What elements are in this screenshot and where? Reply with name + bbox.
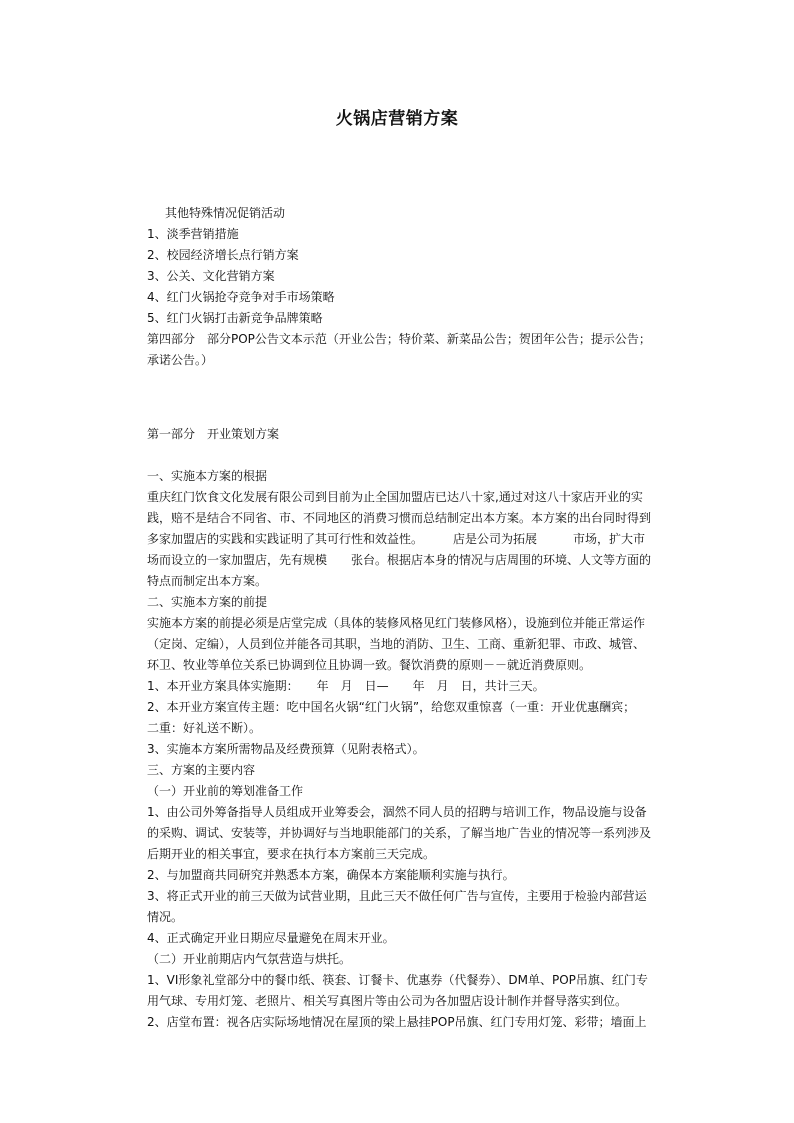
paragraph-line: 用气球、专用灯笼、老照片、相关写真图片等由公司为各加盟店设计制作并督导落实到位。 — [147, 994, 628, 1008]
toc-heading: 其他特殊情况促销活动 — [165, 206, 286, 220]
subsection-heading: （一）开业前的筹划准备工作 — [147, 784, 304, 798]
paragraph-line: 1、本开业方案具体实施期： 年 月 日— 年 月 日，共计三天。 — [147, 679, 545, 693]
paragraph-line: 2、本开业方案宣传主题：吃中国名火锅“红门火锅”，给您双重惊喜（一重：开业优惠酬宾； — [147, 700, 636, 714]
toc-item: 3、公关、文化营销方案 — [147, 269, 275, 283]
document-body — [147, 203, 652, 1033]
part4-line: 第四部分 部分POP公告文本示范（开业公告；特价菜、新菜品公告；贺团年公告；提示公告； — [147, 332, 651, 346]
paragraph-line: 3、实施本方案所需物品及经费预算（见附表格式）。 — [147, 742, 425, 756]
paragraph-line: 1、由公司外筹备指导人员组成开业筹委会，涸然不同人员的招聘与培训工作，物品设施与设备 — [147, 805, 647, 819]
toc-item: 1、淡季营销措施 — [147, 227, 239, 241]
document-title: 火锅店营销方案 — [335, 109, 459, 129]
section-heading: 一、实施本方案的根据 — [147, 469, 268, 483]
paragraph-line: 2、与加盟商共同研究并熟悉本方案，确保本方案能顺利实施与执行。 — [147, 868, 515, 882]
section-heading: 二、实施本方案的前提 — [147, 595, 268, 609]
paragraph-line: 二重：好礼送不断）。 — [147, 721, 262, 735]
toc-item: 2、校园经济增长点行销方案 — [147, 248, 299, 262]
toc-item: 5、红门火锅打击新竞争品牌策略 — [147, 311, 323, 325]
paragraph-line: 1、VI形象礼堂部分中的餐巾纸、筷套、订餐卡、优惠券（代餐券）、DM单、POP吊旗、红门专 — [147, 973, 648, 987]
paragraph-line: 环卫、牧业等单位关系已协调到位且协调一致。餐饮消费的原则－－就近消费原则。 — [147, 658, 592, 672]
section-heading: 三、方案的主要内容 — [147, 763, 256, 777]
paragraph-line: 4、正式确定开业日期应尽量避免在周末开业。 — [147, 931, 395, 945]
paragraph-line: 特点而制定出本方案。 — [147, 574, 268, 588]
subsection-heading: （二）开业前期店内气氛营造与烘托。 — [147, 952, 352, 966]
part4-line: 承诺公告。） — [147, 353, 214, 367]
paragraph-line: 践，赔不是结合不同省、市、不同地区的消费习惯而总结制定出本方案。本方案的出台同时得到 — [147, 511, 652, 525]
toc-item: 4、红门火锅抢夺竞争对手市场策略 — [147, 290, 335, 304]
paragraph-line: 3、将正式开业的前三天做为试营业期，且此三天不做任何广告与宣传，主要用于检验内部营运 — [147, 889, 647, 903]
paragraph-line: 2、店堂布置：视各店实际场地情况在屋顶的梁上悬挂POP吊旗、红门专用灯笼、彩带；墙面上 — [147, 1015, 647, 1029]
paragraph-line: 的采购、调试、安装等，并协调好与当地职能部门的关系，了解当地广告业的情况等一系列涉及 — [147, 826, 652, 840]
paragraph-line: 后期开业的相关事宜，要求在执行本方案前三天完成。 — [147, 847, 436, 861]
paragraph-line: 重庆红门饮食文化发展有限公司到目前为止全国加盟店已达八十家,通过对这八十家店开业的实 — [147, 490, 643, 504]
paragraph-line: 场而设立的一家加盟店，先有规模 张台。根据店本身的情况与店周围的环境、人文等方面的 — [147, 553, 652, 567]
paragraph-line: 实施本方案的前提必须是店堂完成（具体的装修风格见红门装修风格），设施到位并能正常运作 — [147, 616, 646, 630]
paragraph-line: 情况。 — [147, 910, 184, 924]
paragraph-line: （定岗、定编），人员到位并能各司其职，当地的消防、卫生、工商、重新犯罪、市政、城管、 — [147, 637, 646, 651]
part1-heading: 第一部分 开业策划方案 — [147, 427, 280, 441]
paragraph-line: 多家加盟店的实践和实践证明了其可行性和效益性。 店是公司为拓展 市场，扩大市 — [147, 532, 646, 546]
